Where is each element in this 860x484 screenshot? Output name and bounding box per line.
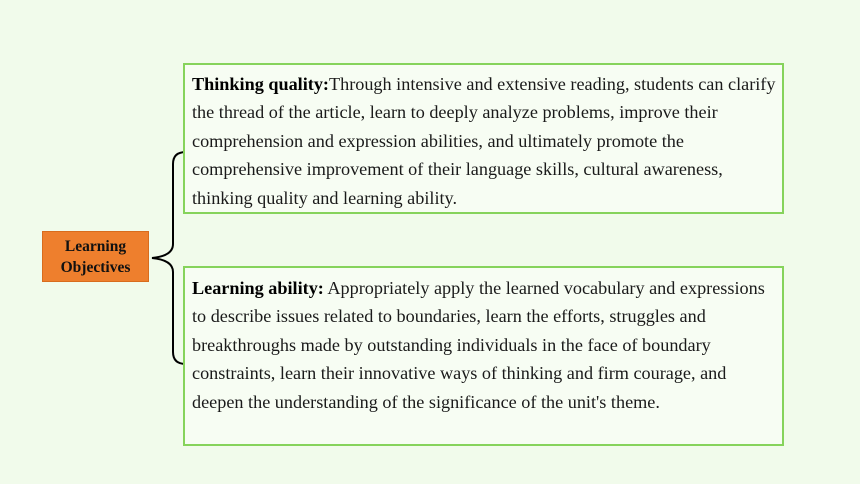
objective-text: Through intensive and extensive reading, students can clarify the thread of the article, learn to deeply analyze problems, improve their comprehension and expression abilities, and ultimately promote the comprehensive improvement of their language skills, cultural awareness, thinking quality and learning ability.: [192, 74, 776, 208]
learning-objectives-label: [42, 231, 149, 282]
label-line-2: Objectives: [60, 258, 131, 276]
label-line-1: Learning: [64, 237, 127, 255]
curly-brace-connector: [148, 148, 188, 368]
objective-card-thinking-quality: [183, 63, 784, 214]
objective-text: Appropriately apply the learned vocabulary and expressions to describe issues related to boundaries, learn the efforts, struggles and breakthroughs made by outstanding individuals in the face of boundary constraints, learn their innovative ways of thinking and firm courage, and deepen the understanding of the significance of the unit's theme.: [192, 278, 765, 412]
objective-heading: Learning ability:: [192, 278, 324, 298]
objective-card-learning-ability: [183, 266, 784, 446]
objective-heading: Thinking quality:: [192, 74, 329, 94]
